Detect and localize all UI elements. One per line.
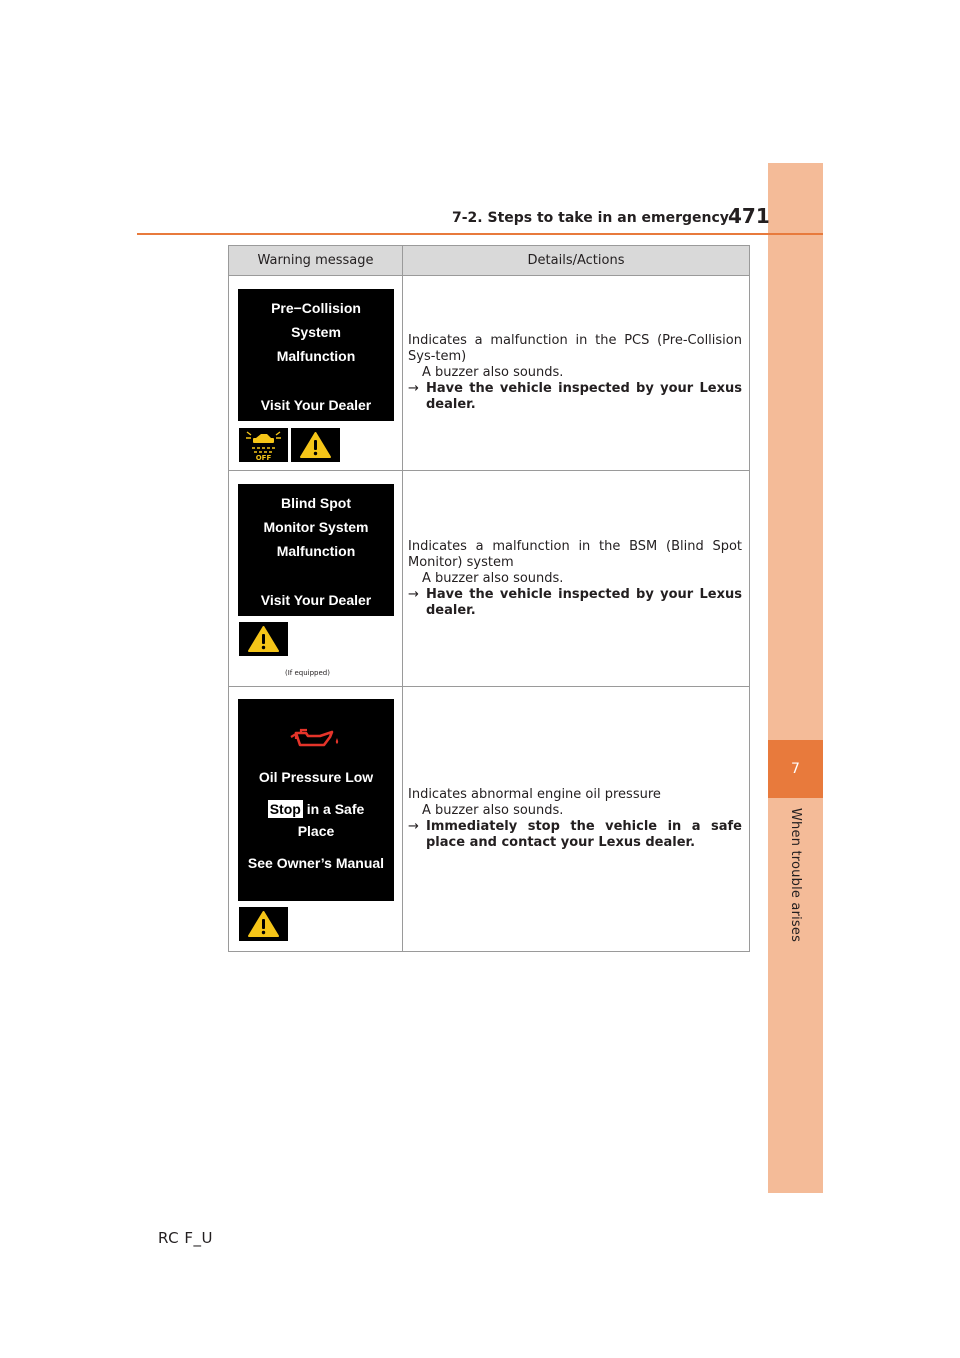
model-code: RC F_U bbox=[158, 1229, 214, 1247]
details-text bbox=[403, 333, 749, 413]
arrow-icon: → bbox=[408, 586, 419, 602]
details-text bbox=[403, 787, 749, 851]
warning-image-cell bbox=[229, 276, 403, 471]
action-instruction bbox=[408, 381, 742, 413]
chapter-title: When trouble arises bbox=[788, 808, 803, 943]
action-instruction bbox=[408, 819, 742, 851]
screen-line bbox=[238, 801, 394, 817]
warning-triangle-icon bbox=[291, 428, 340, 462]
chapter-number-tab bbox=[768, 740, 823, 798]
screen-line: Blind Spot bbox=[281, 495, 351, 511]
table-row bbox=[229, 687, 750, 952]
screen-line: See Owner’s Manual bbox=[247, 855, 385, 871]
malfunction-description: Indicates a malfunction in the BSM (Blind Spot Monitor) system bbox=[408, 538, 742, 570]
chapter-number: 7 bbox=[791, 761, 800, 777]
malfunction-description: Indicates abnormal engine oil pressure bbox=[408, 787, 661, 802]
screen-line: in a Safe bbox=[306, 801, 365, 817]
warning-image-cell bbox=[229, 471, 403, 687]
buzzer-note: A buzzer also sounds. bbox=[422, 365, 564, 380]
svg-text:OFF: OFF bbox=[255, 454, 272, 462]
screen-line: Place bbox=[297, 823, 335, 839]
if-equipped-note: (If equipped) bbox=[285, 669, 330, 677]
section-title: 7-2. Steps to take in an emergency bbox=[452, 210, 729, 226]
warning-triangle-icon bbox=[239, 622, 288, 656]
arrow-icon: → bbox=[408, 381, 419, 396]
arrow-icon: → bbox=[408, 819, 419, 834]
screen-line: Monitor System bbox=[263, 519, 369, 535]
table-row bbox=[229, 276, 750, 471]
warning-image-cell bbox=[229, 687, 403, 952]
screen-line: Pre−Collision bbox=[271, 300, 361, 316]
warning-triangle-icon bbox=[239, 907, 288, 941]
warning-message-table bbox=[228, 245, 750, 952]
column-header-warning-message: Warning message bbox=[229, 246, 403, 276]
stop-highlight: Stop bbox=[269, 801, 301, 817]
screen-line: System bbox=[291, 324, 341, 340]
column-header-details-actions: Details/Actions bbox=[403, 246, 750, 276]
header-rule bbox=[137, 233, 823, 235]
details-cell bbox=[403, 687, 750, 952]
details-cell bbox=[403, 471, 750, 687]
pcs-off-icon bbox=[239, 428, 288, 462]
details-text bbox=[403, 539, 749, 619]
screen-line: Visit Your Dealer bbox=[260, 397, 372, 413]
buzzer-note: A buzzer also sounds. bbox=[422, 570, 564, 586]
details-cell bbox=[403, 276, 750, 471]
chapter-title-tab bbox=[768, 808, 823, 948]
screen-line: Visit Your Dealer bbox=[260, 592, 372, 608]
page-number: 471 bbox=[728, 204, 770, 228]
table-row bbox=[229, 471, 750, 687]
action-text: Have the vehicle inspected by your Lexus dealer. bbox=[426, 381, 742, 412]
screen-line: Malfunction bbox=[276, 348, 356, 364]
action-instruction bbox=[408, 587, 742, 619]
malfunction-description: Indicates a malfunction in the PCS (Pre-Collision Sys-tem) bbox=[408, 333, 742, 364]
screen-line: Oil Pressure Low bbox=[258, 769, 374, 785]
oil-pressure-warning-screen bbox=[238, 699, 394, 901]
oil-can-icon bbox=[238, 725, 394, 751]
table-header-row bbox=[229, 246, 750, 276]
action-text: Immediately stop the vehicle in a safe place and contact your Lexus dealer. bbox=[426, 819, 742, 850]
chapter-side-strip bbox=[768, 163, 823, 1193]
action-text: Have the vehicle inspected by your Lexus dealer. bbox=[426, 586, 742, 618]
bsm-warning-screen bbox=[238, 484, 394, 616]
pcs-warning-screen bbox=[238, 289, 394, 421]
buzzer-note: A buzzer also sounds. bbox=[422, 803, 564, 818]
screen-line: Malfunction bbox=[276, 543, 356, 559]
